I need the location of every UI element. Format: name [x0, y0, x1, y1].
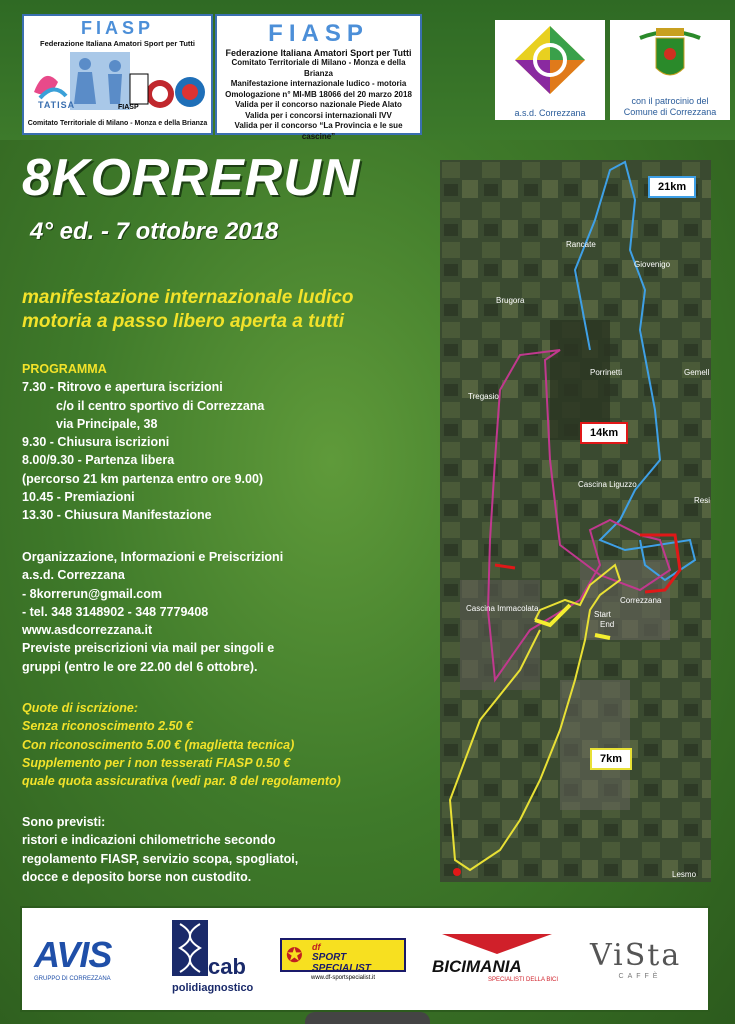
programma-line: c/o il centro sportivo di Correzzana	[56, 398, 265, 413]
tatisa-label: TATISA	[38, 100, 76, 110]
sport-specialist-box	[280, 938, 406, 972]
sport-url: www.df-sportspecialist.it	[310, 975, 376, 981]
programma-lines	[22, 378, 432, 524]
fiasp-info-line: Valida per il concorso “La Provincia e le sue cascine”	[234, 121, 403, 141]
service-line: regolamento FIASP, servizio scopa, spogliatoi,	[22, 851, 299, 866]
bicimania-logo-text: BICIMANIA	[432, 957, 522, 976]
sport-logo-text: SPORT SPECIALIST	[312, 952, 371, 974]
place-label: Resi	[694, 496, 711, 505]
fiasp-info-line: Comitato Territoriale di Milano - Monza e della Brianza	[231, 58, 406, 78]
cab-subtitle: polidiagnostico	[172, 982, 254, 994]
route-label-7km: 7km	[590, 748, 632, 770]
services-section	[22, 813, 432, 886]
fiasp-info-line: Manifestazione internazionale ludico - motoria	[230, 79, 407, 88]
programma-line: 13.30 - Chiusura Manifestazione	[22, 508, 212, 523]
vista-logo-text: ViSta	[590, 938, 682, 973]
tagline-line-1: manifestazione internazionale ludico	[22, 287, 354, 308]
contacts-section	[22, 548, 432, 676]
fee-line: Senza riconoscimento 2.50 €	[22, 719, 193, 734]
fees-section	[22, 699, 432, 790]
compass-icon: ✪	[286, 945, 303, 967]
page-indicator	[305, 1012, 430, 1024]
satellite-map	[440, 160, 711, 882]
contacts-lines	[22, 566, 432, 676]
service-line: ristori e indicazioni chilometriche secondo	[22, 833, 276, 848]
bicimania-chevron-icon	[432, 932, 562, 956]
fiasp-wordmark: FIASP	[268, 20, 369, 47]
sponsor-bicimania	[432, 920, 562, 1000]
committee-name: Comitato Territoriale di Milano - Monza e della Brianza	[27, 120, 208, 127]
club-caption: a.s.d. Correzzana	[514, 108, 586, 118]
contacts-heading: Organizzazione, Informazioni e Preiscrizioni	[22, 550, 284, 564]
contacts-line: www.asdcorrezzana.it	[22, 623, 153, 638]
fiasp-badge-label: FIASP	[118, 104, 139, 111]
sport-prefix: df	[312, 942, 321, 952]
dna-icon	[172, 920, 208, 976]
federation-name: Federazione Italiana Amatori Sport per Tutti	[225, 48, 412, 58]
sponsor-vista	[590, 920, 690, 1000]
services-lines	[22, 831, 432, 886]
place-label: Brugora	[496, 296, 525, 305]
comune-caption-line-1: con il patrocinio del	[631, 96, 709, 106]
place-label: Start	[594, 610, 611, 619]
fee-line: Supplemento per i non tesserati FIASP 0.50 €	[22, 755, 291, 770]
fees-heading: Quote di iscrizione:	[22, 701, 138, 715]
place-label: Cascina Liguzzo	[578, 480, 637, 489]
place-label: Giovenigo	[634, 260, 671, 269]
club-logo	[495, 20, 605, 120]
fee-line: Con riconoscimento 5.00 € (maglietta tecnica)	[22, 737, 295, 752]
event-tagline	[22, 286, 442, 334]
place-label: Cascina Immacolata	[466, 604, 539, 613]
fiasp-logo-left	[22, 14, 213, 135]
federation-name: Federazione Italiana Amatori Sport per Tutti	[39, 39, 196, 48]
place-label: Tregasio	[468, 392, 499, 401]
sponsor-band	[20, 906, 710, 1012]
contacts-line: gruppi (entro le ore 22.00 del 6 ottobre).	[22, 659, 258, 674]
fiasp-info-line: Valida per i concorsi internazionali IVV	[245, 110, 392, 120]
contacts-line: a.s.d. Correzzana	[22, 568, 125, 583]
fiasp-emblems	[30, 52, 210, 114]
programma-line: via Principale, 38	[56, 416, 158, 431]
service-line: docce e deposito borse non custodito.	[22, 869, 252, 884]
place-label: Gemell	[684, 368, 710, 377]
comune-caption-line-2: Comune di Correzzana	[623, 107, 717, 117]
route-label-14km: 14km	[580, 422, 628, 444]
place-label: Porrinetti	[590, 368, 623, 377]
vista-subtitle: CAFFÈ	[618, 973, 662, 980]
fees-lines	[22, 717, 432, 790]
bicimania-subtitle: SPECIALISTI DELLA BICI	[487, 977, 558, 983]
event-title: 8KORRERUN	[22, 149, 361, 207]
programma-line: 7.30 - Ritrovo e apertura iscrizioni	[22, 380, 223, 395]
contacts-line: - 8korrerun@gmail.com	[22, 586, 163, 601]
programma-section	[22, 360, 432, 525]
fiasp-wordmark: FIASP	[80, 18, 154, 38]
route-label-21km: 21km	[648, 176, 696, 198]
comune-caption	[610, 96, 730, 118]
club-emblem-icon	[495, 20, 605, 100]
fiasp-info-line: Valida per il concorso nazionale Piede Alato	[235, 100, 402, 109]
comune-logo	[610, 20, 730, 120]
contacts-line: Previste preiscrizioni via mail per singoli e	[22, 641, 275, 656]
contacts-line: - tel. 348 3148902 - 348 7779408	[22, 604, 209, 619]
place-label: End	[600, 620, 615, 629]
programma-heading: PROGRAMMA	[22, 362, 107, 376]
sponsor-avis	[34, 920, 144, 1000]
fiasp-info-lines	[217, 58, 420, 142]
route-map	[440, 160, 711, 882]
sponsor-cab	[172, 920, 252, 1000]
fee-line: quale quota assicurativa (vedi par. 8 del regolamento)	[22, 774, 341, 789]
tagline-line-2: motoria a passo libero aperta a tutti	[22, 311, 345, 332]
fiasp-info-line: Omologazione n° MI-MB 18066 del 20 marzo 2018	[225, 89, 412, 99]
avis-subtitle: GRUPPO DI CORREZZANA	[34, 976, 111, 982]
coat-of-arms-icon	[610, 20, 730, 92]
programma-line: 8.00/9.30 - Partenza libera	[22, 453, 175, 468]
avis-logo-text: AVIS	[34, 934, 112, 975]
place-label: Lesmo	[672, 870, 697, 879]
programma-line: (percorso 21 km partenza entro ore 9.00)	[22, 471, 264, 486]
cab-logo-text: cab	[208, 954, 246, 979]
place-label: Correzzana	[620, 596, 662, 605]
event-edition: 4° ed. - 7 ottobre 2018	[30, 218, 279, 245]
services-heading: Sono previsti:	[22, 815, 106, 829]
sponsor-sport-specialist	[280, 920, 406, 1000]
programma-line: 9.30 - Chiusura iscrizioni	[22, 435, 170, 450]
fiasp-info-box	[215, 14, 422, 141]
place-label: Rancate	[566, 240, 596, 249]
programma-line: 10.45 - Premiazioni	[22, 490, 135, 505]
